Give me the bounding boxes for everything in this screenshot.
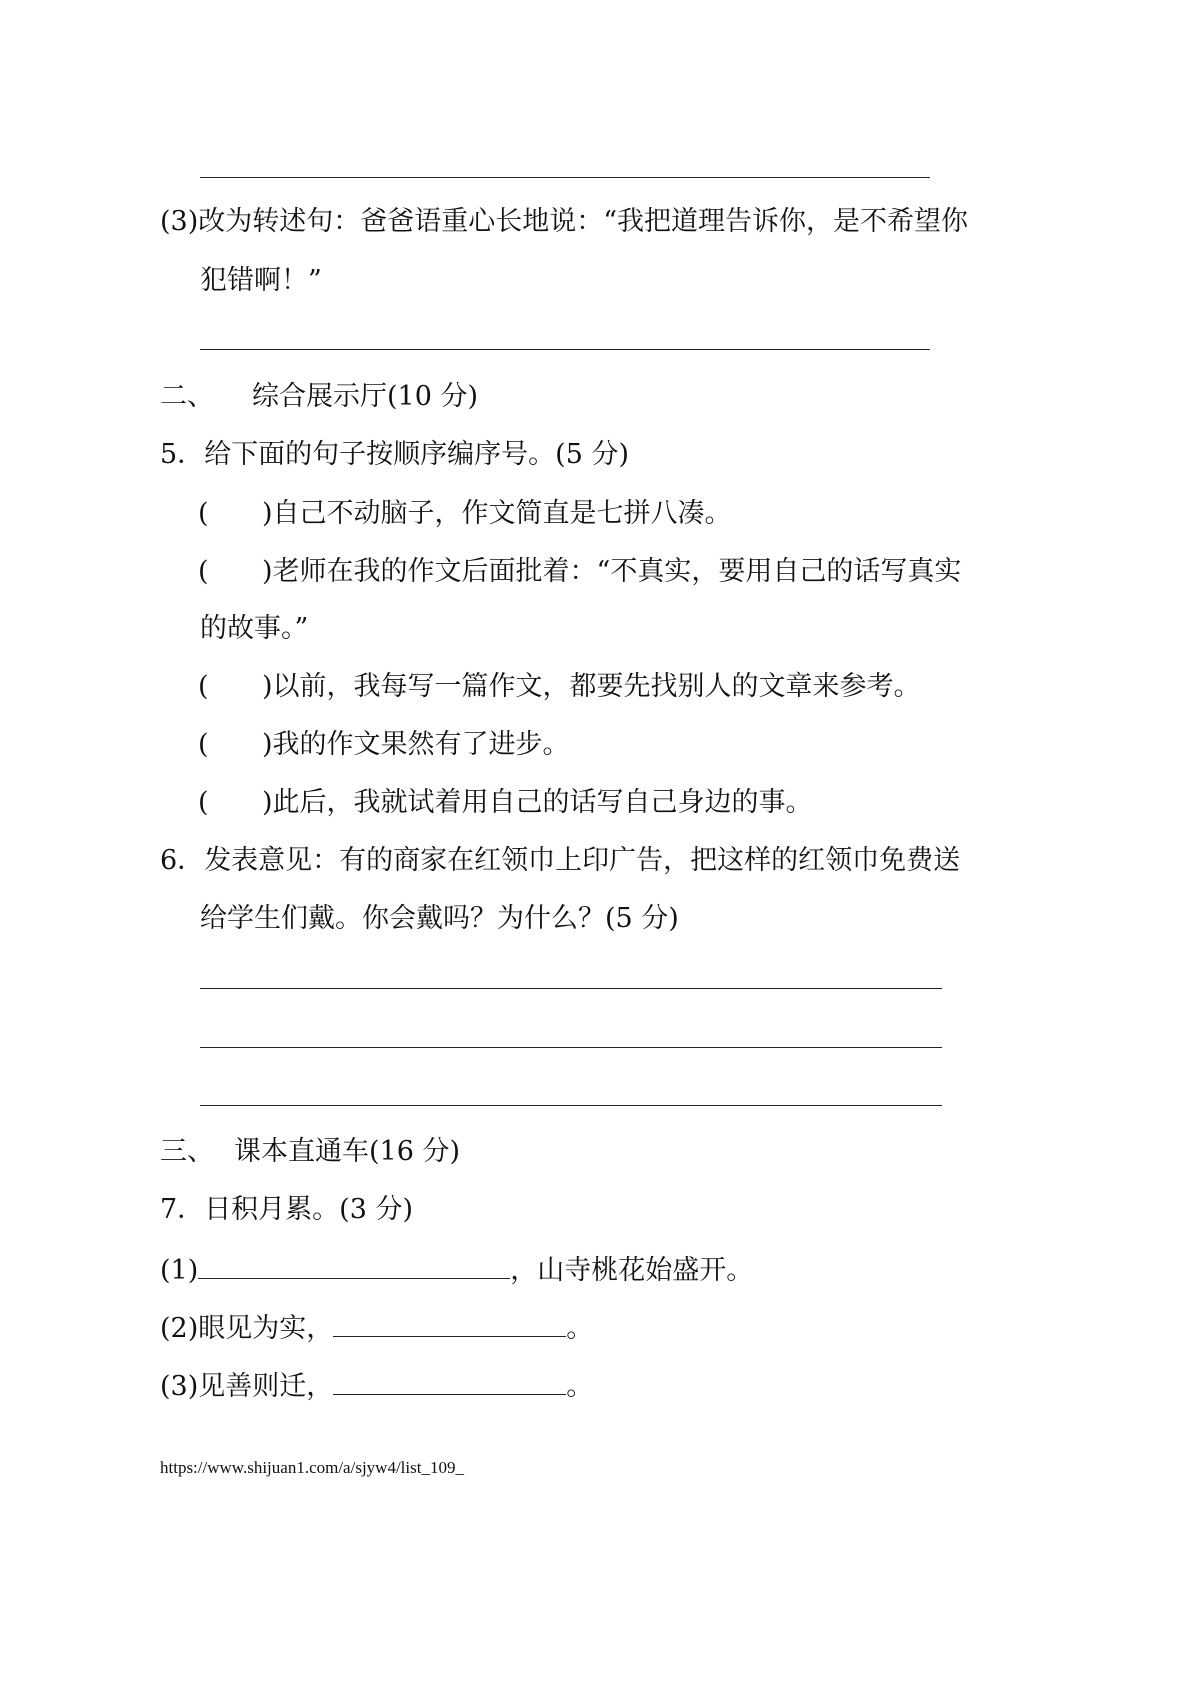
- q6-text-cont: 给学生们戴。你会戴吗？为什么？(5 分): [200, 903, 679, 934]
- q6-text: 发表意见：有的商家在红领巾上印广告，把这样的红领巾免费送: [204, 845, 961, 876]
- q5-item-5: [198, 786, 813, 820]
- q7-part3-suffix: 。: [566, 1371, 594, 1402]
- q7-number: 7．: [160, 1194, 205, 1225]
- q7-part2: [160, 1310, 593, 1346]
- q6-number: 6．: [160, 845, 205, 876]
- answer-line-q6-3[interactable]: [200, 1105, 942, 1106]
- q5-title: 给下面的句子按顺序编序号。(5 分): [204, 439, 630, 470]
- q7-part2-prefix: (2)眼见为实，: [160, 1313, 334, 1344]
- order-blank-3[interactable]: (: [198, 671, 209, 702]
- section-2-number: 二、: [160, 381, 214, 412]
- section-2-title: 综合展示厅(10 分): [252, 381, 479, 412]
- order-blank-2[interactable]: (: [198, 556, 209, 587]
- footer-url[interactable]: https://www.shijuan1.com/a/sjyw4/list_109_: [160, 1458, 464, 1477]
- q5-item-3-text: )以前，我每写一篇作文，都要先找别人的文章来参考。: [262, 671, 921, 702]
- q6-heading: [160, 844, 960, 878]
- q5-item-2-cont: 的故事。”: [200, 613, 309, 644]
- answer-line-q4-part2[interactable]: [200, 177, 930, 178]
- q5-item-5-text: )此后，我就试着用自己的话写自己身边的事。: [262, 787, 813, 818]
- q5-heading: [160, 438, 629, 472]
- q4-part3-prompt-cont: 犯错啊！”: [200, 265, 322, 296]
- q5-item-2-text: )老师在我的作文后面批着：“不真实，要用自己的话写真实: [262, 556, 962, 587]
- q5-item-1: [198, 497, 732, 531]
- q4-part3-prompt: (3)改为转述句：爸爸语重心长地说：“我把道理告诉你，是不希望你: [160, 206, 969, 237]
- section-3-title: 课本直通车(16 分): [234, 1136, 461, 1167]
- q7-part1-prefix: (1): [160, 1255, 199, 1286]
- order-blank-5[interactable]: (: [198, 787, 209, 818]
- q7-part3-prefix: (3)见善则迁，: [160, 1371, 334, 1402]
- q7-part1: [160, 1252, 753, 1288]
- section-2-heading: [160, 380, 478, 414]
- q5-item-1-text: )自己不动脑子，作文简直是七拼八凑。: [262, 498, 732, 529]
- answer-line-q6-1[interactable]: [200, 988, 942, 989]
- q5-item-4-text: )我的作文果然有了进步。: [262, 729, 570, 760]
- q7-title: 日积月累。(3 分): [204, 1194, 414, 1225]
- q5-number: 5．: [160, 439, 205, 470]
- q7-part2-suffix: 。: [566, 1313, 594, 1344]
- section-3-heading: [160, 1135, 460, 1169]
- order-blank-1[interactable]: (: [198, 498, 209, 529]
- q7-part3: [160, 1368, 593, 1404]
- q5-item-3: [198, 670, 921, 704]
- answer-line-q6-2[interactable]: [200, 1047, 942, 1048]
- q7-part1-suffix: ，山寺桃花始盛开。: [510, 1255, 754, 1286]
- fill-blank-q7-2[interactable]: [333, 1310, 566, 1337]
- section-3-number: 三、: [160, 1136, 214, 1167]
- q5-item-4: [198, 728, 570, 762]
- order-blank-4[interactable]: (: [198, 729, 209, 760]
- answer-line-q4-part3[interactable]: [200, 349, 930, 350]
- fill-blank-q7-1[interactable]: [198, 1252, 510, 1279]
- fill-blank-q7-3[interactable]: [333, 1368, 566, 1395]
- q7-heading: [160, 1193, 413, 1227]
- q5-item-2: [198, 555, 961, 589]
